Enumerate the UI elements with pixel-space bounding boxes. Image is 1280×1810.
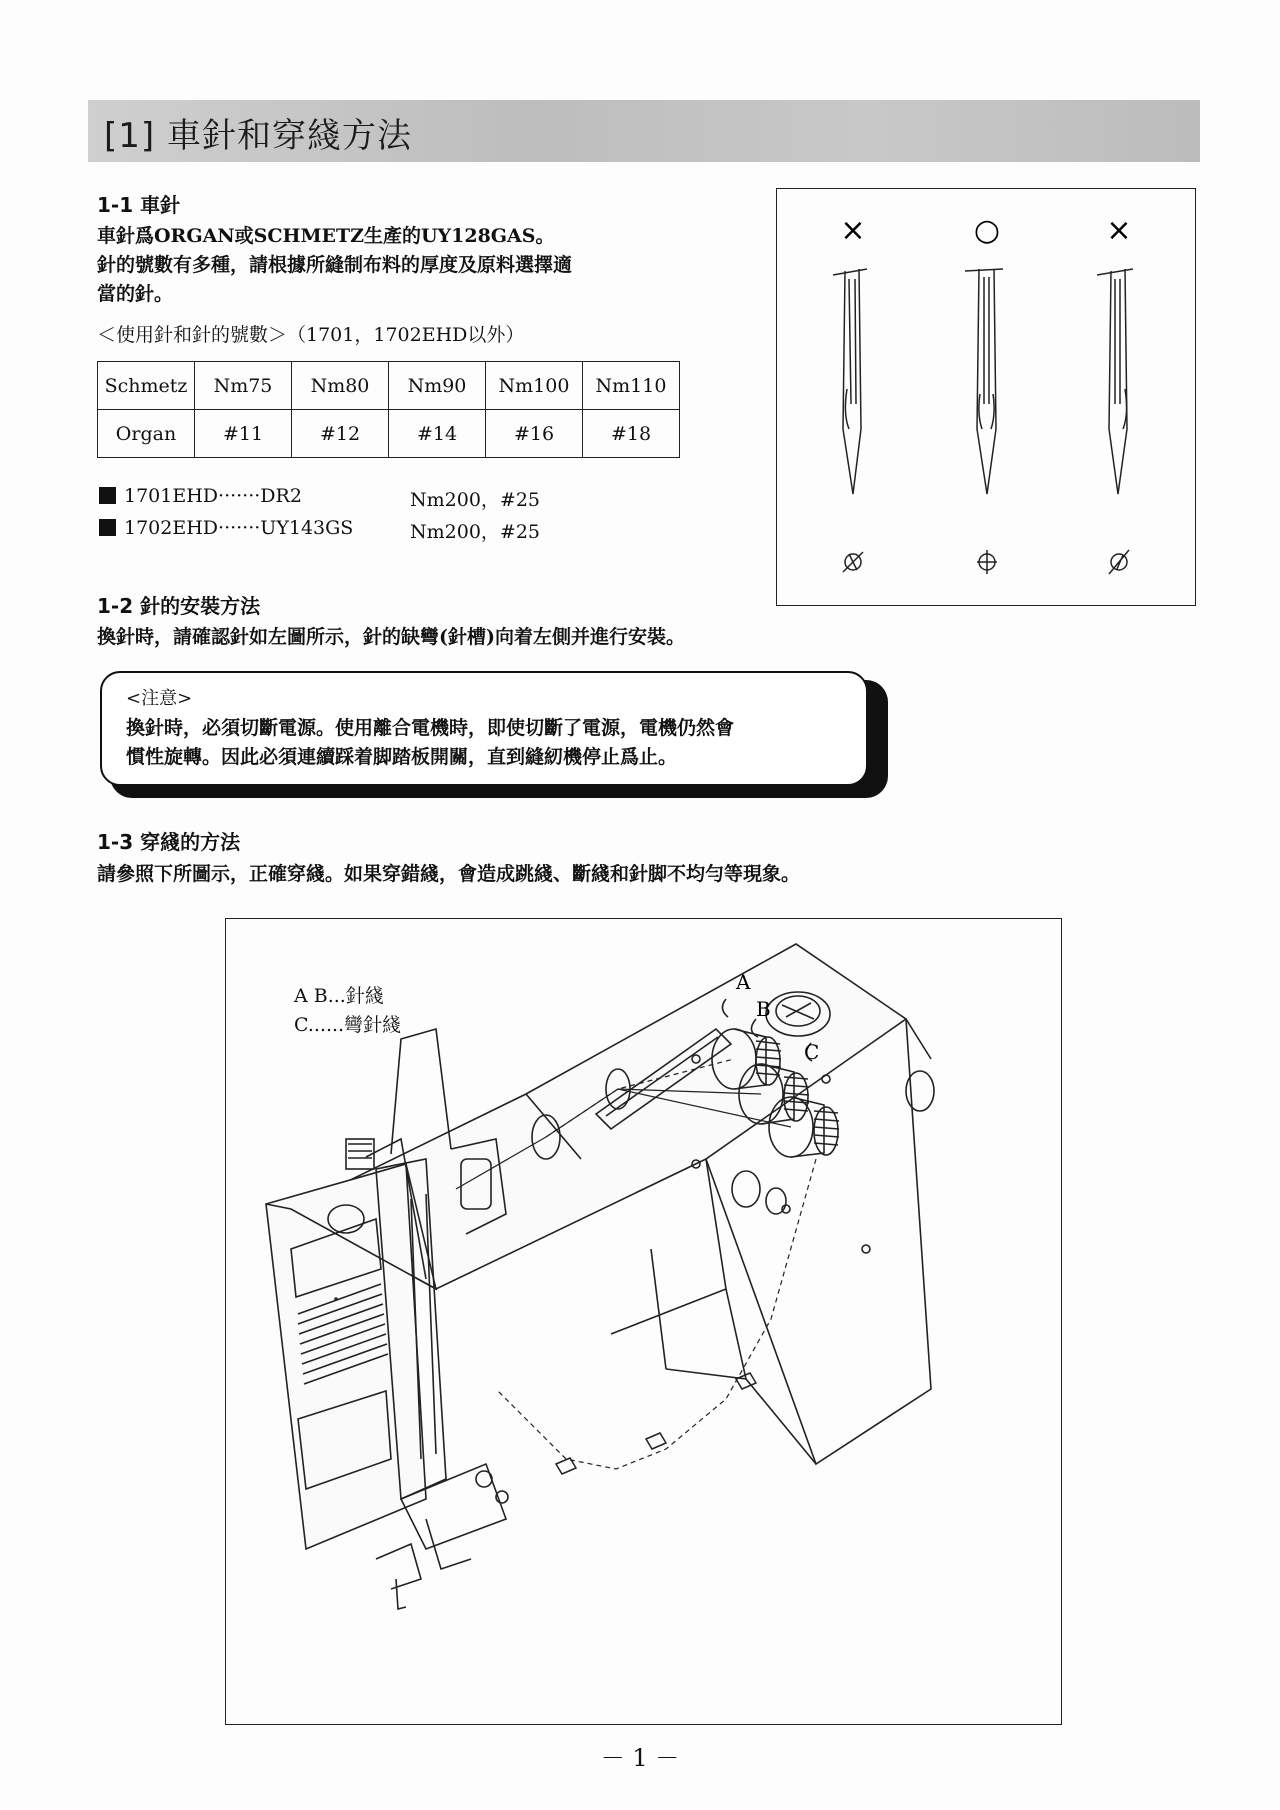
needle-section-icon [977, 550, 997, 574]
table-cell: Nm80 [292, 362, 389, 410]
spec-value: Nm200，#25 [410, 521, 541, 543]
legend-line-1: A B...針綫 [294, 985, 384, 1007]
table-cell: Nm90 [389, 362, 486, 410]
needle-orientation-figure [776, 188, 1196, 606]
table-cell: Nm75 [195, 362, 292, 410]
table-cell: Schmetz [98, 362, 195, 410]
page-title: [1] 車針和穿綫方法 [104, 116, 412, 156]
install-text: 換針時，請確認針如左圖所示，針的缺彎(針槽)向着左側并進行安裝。 [97, 626, 685, 648]
label-c: C [804, 1040, 820, 1064]
correct-mark-icon: ○ [973, 213, 1001, 248]
spec-value: Nm200，#25 [410, 489, 541, 511]
page-number: － 1 － [600, 1744, 680, 1772]
needle-intro-line-3: 當的針。 [97, 283, 174, 305]
section-heading-threading: 1-3 穿綫的方法 [97, 830, 241, 854]
section-heading-install: 1-2 針的安裝方法 [97, 594, 261, 618]
caution-note [100, 671, 868, 786]
needle-section-icon [843, 552, 863, 572]
section-banner [88, 100, 1200, 162]
threading-text: 請參照下所圖示，正確穿綫。如果穿錯綫，會造成跳綫、斷綫和針脚不均勻等現象。 [97, 863, 801, 885]
bullet-square-icon [99, 519, 116, 536]
table-caption: ＜使用針和針的號數＞（1701，1702EHD以外） [97, 324, 525, 346]
note-line-2: 慣性旋轉。因此必須連續踩着脚踏板開關，直到縫紉機停止爲止。 [126, 746, 678, 768]
section-heading-needle: 1-1 車針 [97, 193, 181, 217]
threading-diagram [225, 918, 1062, 1725]
needle-intro-line-1: 車針爲ORGAN或SCHMETZ生產的UY128GAS。 [97, 225, 555, 247]
needle-icon [833, 269, 867, 494]
table-row [98, 410, 680, 458]
needle-size-table [97, 361, 680, 458]
needle-section-icon [1109, 550, 1129, 574]
table-cell: #18 [583, 410, 680, 458]
wrong-mark-icon: × [1106, 213, 1132, 248]
needle-icon [965, 269, 1003, 494]
table-cell: #16 [486, 410, 583, 458]
label-b: B [756, 997, 771, 1021]
wrong-mark-icon: × [840, 213, 866, 248]
table-row [98, 362, 680, 410]
table-cell: #11 [195, 410, 292, 458]
table-cell: #12 [292, 410, 389, 458]
note-title: <注意> [126, 688, 193, 709]
spec-row-1702 [99, 517, 353, 539]
table-cell: Nm100 [486, 362, 583, 410]
table-cell: Nm110 [583, 362, 680, 410]
legend-line-2: C......彎針綫 [294, 1014, 402, 1036]
label-a: A [736, 970, 751, 994]
needle-intro-line-2: 針的號數有多種，請根據所縫制布料的厚度及原料選擇適 [97, 254, 573, 276]
spec-row-1701 [99, 485, 302, 507]
spec-model: 1702EHD·······UY143GS [124, 517, 354, 539]
note-line-1: 換針時，必須切斷電源。使用離合電機時，即使切斷了電源，電機仍然會 [126, 717, 735, 739]
spec-model: 1701EHD·······DR2 [124, 485, 302, 507]
table-cell: Organ [98, 410, 195, 458]
table-cell: #14 [389, 410, 486, 458]
sewing-machine-drawing [226, 919, 1063, 1726]
bullet-square-icon [99, 487, 116, 504]
needle-drawing [777, 189, 1197, 607]
needle-icon [1097, 269, 1133, 494]
